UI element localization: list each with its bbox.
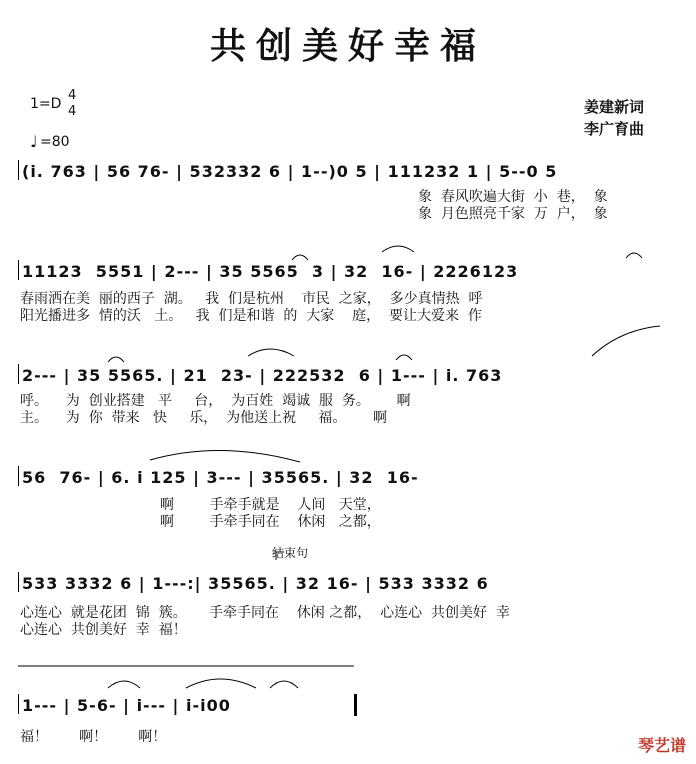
score-row-3-lyrics-verse2: 主。 为 你 带来 快 乐， 为他送上祝 福。 啊 [20, 410, 388, 426]
score-row-3-notes: 2--- | 35 5565. | 21 23- | 222532 6 | 1--- | i. 763 [22, 366, 503, 385]
barline [18, 694, 19, 714]
barline [18, 364, 19, 384]
coda-label: 结束句 [272, 546, 309, 560]
barline [18, 572, 19, 592]
score-row-2-lyrics-verse1: 春雨洒在美 丽的西子 湖。 我 们是杭州 市民 之家， 多少真情热 呼 [20, 291, 483, 307]
score-row-2-notes: 11123 5551 | 2--- | 35 5565 3 | 32 16- | 2226123 [22, 262, 519, 281]
time-signature-bottom: 4 [68, 104, 77, 119]
time-signature-top: 4 [68, 88, 77, 103]
score-row-4-lyrics-verse1: 啊 手牵手就是 人间 天堂， [160, 497, 381, 513]
key-signature: 1=D [30, 96, 62, 112]
score-row-4-notes: 56 76- | 6. i 125 | 3--- | 35565. | 32 16- [22, 468, 419, 487]
tempo-marking: =80 [40, 134, 70, 150]
score-row-5-notes: 533 3332 6 | 1---:| 35565. | 32 16- | 533 3332 6 [22, 574, 489, 593]
barline [18, 466, 19, 486]
watermark-logo: 琴艺谱 [637, 736, 686, 755]
score-row-4-lyrics-verse2: 啊 手牵手同在 休闲 之都， [160, 514, 381, 530]
barline [18, 260, 19, 280]
score-row-2-lyrics-verse2: 阳光播进多 情的沃 土。 我 们是和谐 的 大家 庭， 要让大爱来 作 [20, 308, 482, 324]
score-row-3-lyrics-verse1: 呼。 为 创业搭建 平 台， 为百姓 竭诚 服 务。 啊 [20, 393, 411, 409]
barline [18, 160, 19, 180]
score-row-5-lyrics-verse2: 心连心 共创美好 幸 福！ [20, 622, 187, 638]
quarter-note-icon: ♩ [30, 132, 38, 151]
score-row-6-notes: 1--- | 5-6- | i--- | i-i00 [22, 696, 231, 715]
score-row-6-lyrics-verse1: 福！ 啊！ 啊！ [20, 729, 167, 745]
lyricist-credit: 姜建新词 [584, 98, 645, 116]
score-row-5-lyrics-verse1: 心连心 就是花团 锦 簇。 手牵手同在 休闲 之都， 心连心 共创美好 幸 [20, 605, 510, 621]
score-row-1-lyrics-verse1: 象 春风吹遍大街 小 巷， 象 [418, 189, 608, 205]
final-barline [354, 694, 357, 716]
page-title: 共创美好幸福 [209, 25, 486, 67]
score-row-1-lyrics-verse2: 象 月色照亮千家 万 户， 象 [418, 206, 608, 222]
score-row-1-notes: (i. 763 | 56 76- | 532332 6 | 1--)0 5 | 111232 1 | 5--0 5 [22, 162, 558, 181]
composer-credit: 李广育曲 [584, 120, 645, 138]
